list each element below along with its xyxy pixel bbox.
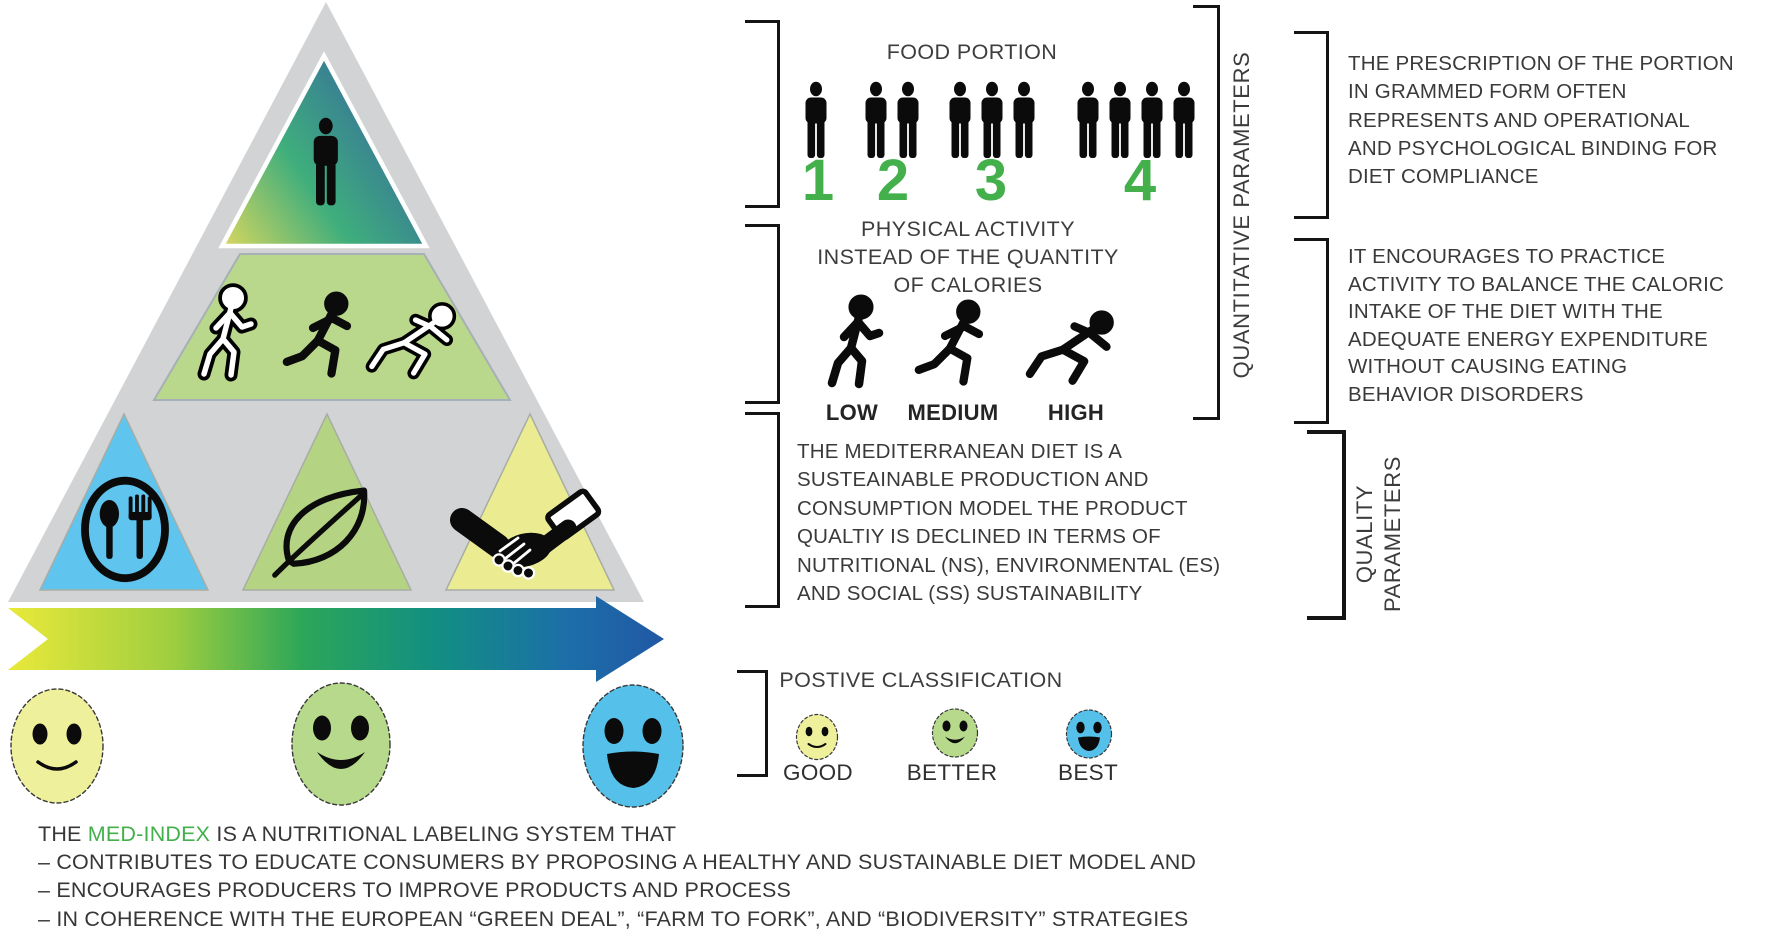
quality-parameters-line-1: QUALITY	[1352, 484, 1377, 584]
footer-headline	[38, 820, 1196, 848]
footer-bullet-2: – ENCOURAGES PRODUCERS TO IMPROVE PRODUCTS AND PROCESS	[38, 878, 792, 903]
portion-group-3	[950, 82, 1035, 158]
bracket-activity-note	[1294, 238, 1329, 424]
footer-text	[38, 820, 1196, 933]
gradient-arrow	[8, 596, 664, 682]
quality-parameters-label	[1351, 429, 1407, 639]
portion-group-1	[806, 82, 827, 158]
activity-note-line-2: ACTIVITY TO BALANCE THE CALORIC	[1348, 272, 1725, 296]
food-portion-title: FOOD PORTION	[886, 40, 1058, 64]
quantitative-parameters-label: QUANTITATIVE PARAMETERS	[1229, 51, 1254, 379]
activity-label-low: LOW	[825, 400, 879, 425]
activity-medium-icon	[919, 304, 979, 382]
activity-label-high: HIGH	[1047, 400, 1105, 425]
footer-bullet-1: – CONTRIBUTES TO EDUCATE CONSUMERS BY PROPOSING A HEALTHY AND SUSTAINABLE DIET MODEL AND	[38, 850, 1197, 875]
portion-group-2	[866, 82, 919, 158]
med-index-brand: MED-INDEX	[87, 822, 211, 846]
activity-note-line-6: BEHAVIOR DISORDERS	[1348, 382, 1584, 406]
portion-note-line-2: IN GRAMMED FORM OFTEN	[1348, 80, 1627, 104]
portion-number-4: 4	[1123, 148, 1157, 213]
smiley-better-small-icon	[933, 709, 978, 757]
classification-title: POSTIVE CLASSIFICATION	[779, 668, 1063, 692]
med-diet-line-5: NUTRITIONAL (NS), ENVIRONMENTAL (ES)	[797, 553, 1221, 577]
quality-parameters-line-2: PARAMETERS	[1380, 456, 1405, 612]
activity-note-line-1: IT ENCOURAGES TO PRACTICE	[1348, 245, 1666, 268]
physical-activity-line-2: INSTEAD OF THE QUANTITY	[817, 245, 1119, 270]
med-diet-text	[797, 438, 1220, 608]
activity-high-icon	[1030, 314, 1110, 380]
smiley-best-large-icon	[583, 685, 683, 807]
bracket-quality-parameters	[1307, 430, 1346, 620]
physical-activity-line-3: OF CALORIES	[893, 273, 1043, 298]
classification-label-better: BETTER	[906, 760, 998, 785]
med-diet-line-4: QUALTIY IS DECLINED IN TERMS OF	[797, 525, 1161, 549]
med-diet-line-1: THE MEDITERRANEAN DIET IS A	[797, 440, 1123, 463]
classification-label-good: GOOD	[783, 760, 853, 785]
med-diet-line-3: CONSUMPTION MODEL THE PRODUCT	[797, 496, 1188, 520]
smiley-best-small-icon	[1067, 710, 1112, 758]
activity-label-medium: MEDIUM	[907, 400, 999, 425]
activity-note-line-4: ADEQUATE ENERGY EXPENDITURE	[1348, 327, 1709, 351]
physical-activity-line-1: PHYSICAL ACTIVITY	[861, 217, 1075, 241]
smiley-good-small-icon	[797, 715, 838, 760]
portion-note-line-4: AND PSYCHOLOGICAL BINDING FOR	[1348, 136, 1718, 160]
portion-note-text	[1348, 50, 1734, 191]
footer-bullet-3: – IN COHERENCE WITH THE EUROPEAN “GREEN DEAL”, “FARM TO FORK”, AND “BIODIVERSITY” STRATEGIES	[38, 906, 1189, 931]
bracket-quantitative-parameters	[1193, 5, 1220, 420]
portion-figures	[806, 82, 1195, 158]
physical-activity-title	[768, 215, 1168, 300]
portion-number-2: 2	[876, 148, 910, 213]
portion-note-line-1: THE PRESCRIPTION OF THE PORTION	[1348, 52, 1734, 75]
activity-low-icon	[832, 299, 879, 384]
smiley-good-large-icon	[11, 689, 103, 803]
activity-note-line-3: INTAKE OF THE DIET WITH THE	[1348, 300, 1663, 324]
activity-note-line-5: WITHOUT CAUSING EATING	[1348, 355, 1628, 379]
med-diet-line-2: SUSTEAINABLE PRODUCTION AND	[797, 468, 1149, 492]
portion-group-4	[1078, 82, 1195, 158]
footer-headline-post: IS A NUTRITIONAL LABELING SYSTEM THAT	[210, 822, 677, 846]
classification-label-best: BEST	[1058, 760, 1118, 785]
portion-number-3: 3	[974, 148, 1008, 213]
bracket-portion-note	[1294, 31, 1329, 219]
food-pyramid	[8, 2, 644, 602]
bracket-food-portion	[745, 20, 780, 208]
bracket-med-diet	[745, 412, 780, 608]
portion-number-1: 1	[801, 148, 835, 213]
med-diet-line-6: AND SOCIAL (SS) SUSTAINABILITY	[797, 582, 1143, 606]
footer-headline-pre: THE	[38, 822, 88, 846]
portion-note-line-5: DIET COMPLIANCE	[1348, 165, 1539, 189]
smiley-better-large-icon	[292, 683, 390, 805]
portion-note-line-3: REPRESENTS AND OPERATIONAL	[1348, 108, 1691, 132]
activity-note-text	[1348, 243, 1724, 409]
